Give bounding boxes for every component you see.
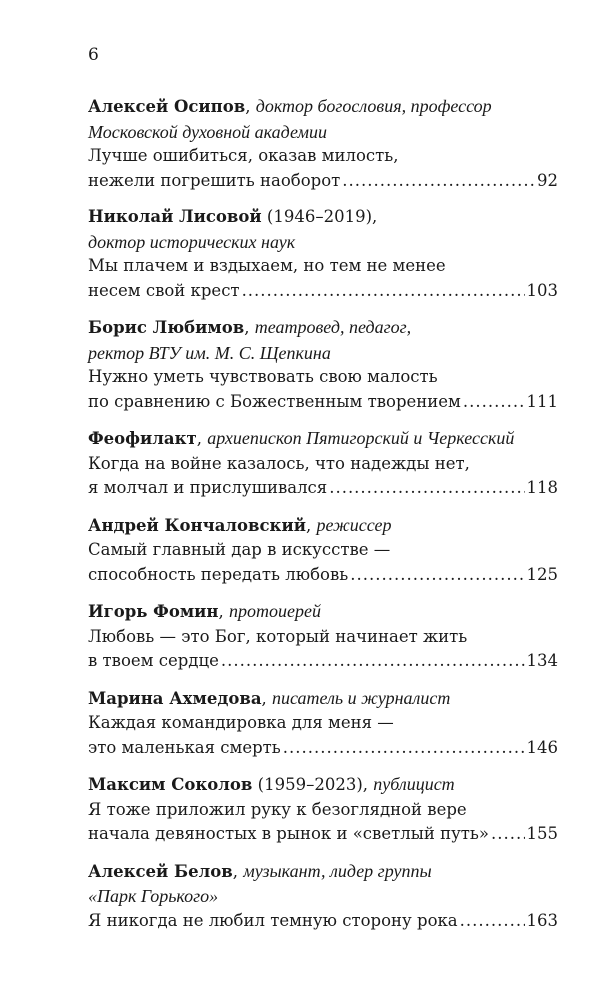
article-title-end: по сравнению с Божественным творением [88,391,461,411]
leader-dots [242,279,525,304]
book-page [88,0,558,1000]
separator: , [245,97,256,116]
toc-entry-akhmedova[interactable] [88,686,558,761]
article-title-last-line [88,649,558,674]
toc-entry-konchalovsky[interactable] [88,513,558,588]
article-title-end: нежели погрешить наоборот [88,170,341,190]
author-name: Борис Любимов [88,318,245,337]
separator: , [305,515,317,535]
toc-entry-sokolov[interactable] [88,772,558,847]
author-description: публицист [373,774,455,794]
separator: , [261,688,273,708]
author-description-cont: Московской духовной академии [88,121,327,142]
author-description: протоиерей [229,601,321,621]
article-title-end: я молчал и прислушивался [88,478,328,497]
article-title-end: в твоем сердце [88,651,219,670]
author-description: музыкант, лидер группы [243,860,432,881]
article-title: Самый главный дар в искусстве — [88,540,391,559]
toc-entry-lyubimov[interactable] [88,315,558,414]
article-title-last-line [88,279,558,304]
article-title: Лучше ошибиться, оказав милость, [88,146,399,165]
article-title-last-line [88,169,558,194]
leader-dots [283,736,525,761]
author-name: Марина Ахмедова [88,688,262,708]
page-ref: 103 [526,280,558,300]
page-ref: 92 [537,170,558,190]
leader-dots [221,649,525,674]
author-name: Алексей Белов [88,861,233,881]
article-title-end: начала девяностых в рынок и «светлый путь» [88,824,489,843]
article-title: Нужно уметь чувствовать свою малость [88,367,438,386]
entry-heading [88,205,558,230]
author-name: Андрей Кончаловский [88,515,306,535]
author-name: Феофилакт [88,429,197,448]
author-name: Максим Соколов [88,775,253,794]
author-description: театровед, педагог, [254,317,412,337]
leader-dots [491,822,525,847]
article-title-last-line [88,563,558,588]
article-title-last-line [88,736,558,761]
entry-heading [88,599,558,625]
author-description: доктор богословия, профессор [255,96,492,116]
entry-heading [88,686,558,712]
toc-entry-belov[interactable] [88,859,558,934]
entry-heading [88,426,558,452]
entry-heading [88,772,558,798]
entry-heading [88,315,558,341]
article-title-end: это маленькая смерть [88,737,281,757]
leader-dots [350,563,524,588]
leader-dots [463,390,525,415]
article-title-last-line [88,476,558,501]
author-name: Николай Лисовой [88,207,262,226]
article-title-last-line [88,909,558,934]
page-ref: 125 [526,564,558,584]
leader-dots [342,169,535,194]
article-title: Когда на войне казалось, что надежды нет, [88,453,470,473]
article-title-end: несем свой крест [88,280,240,300]
article-title: Каждая командировка для меня — [88,713,394,732]
leader-dots [329,476,524,501]
article-title-last-line [88,390,558,415]
page-ref: 155 [526,824,558,843]
page-ref: 118 [526,478,558,497]
separator: , [218,602,229,621]
entry-heading [88,859,558,885]
article-title-end: способность передать любовь [88,564,349,584]
table-of-contents [88,94,558,945]
author-name: Игорь Фомин [88,602,219,621]
toc-entry-osipov[interactable] [88,94,558,193]
author-years: (1946–2019), [261,207,378,226]
page-ref: 134 [526,651,558,670]
toc-entry-fomin[interactable] [88,599,558,674]
separator: , [232,861,244,881]
page-ref: 111 [526,391,558,411]
author-description: архиепископ Пятигорский и Черкесский [207,428,515,448]
author-description-cont: доктор исторических наук [88,231,296,252]
page-number: 6 [88,45,99,65]
page-ref: 163 [526,910,558,930]
author-description: писатель и журналист [272,687,451,708]
entry-heading [88,513,558,539]
leader-dots [460,909,525,934]
separator: , [196,429,208,448]
author-description-cont: «Парк Горького» [88,886,219,906]
separator: , [244,318,255,337]
article-title: Я тоже приложил руку к безоглядной вере [88,799,467,819]
article-title: Мы плачем и вздыхаем, но тем не менее [88,256,446,275]
article-title: Любовь — это Бог, который начинает жить [88,626,468,646]
page-ref: 146 [526,737,558,757]
toc-entry-feofilakt[interactable] [88,426,558,501]
entry-heading [88,94,558,120]
article-title-end: Я никогда не любил темную сторону рока [88,910,458,930]
author-description: режиссер [316,514,392,535]
author-description-cont: ректор ВТУ им. М. С. Щепкина [88,342,331,363]
author-years: (1959–2023), [252,775,374,794]
toc-entry-lisovoy[interactable] [88,205,558,303]
author-name: Алексей Осипов [88,97,246,116]
article-title-last-line [88,822,558,847]
